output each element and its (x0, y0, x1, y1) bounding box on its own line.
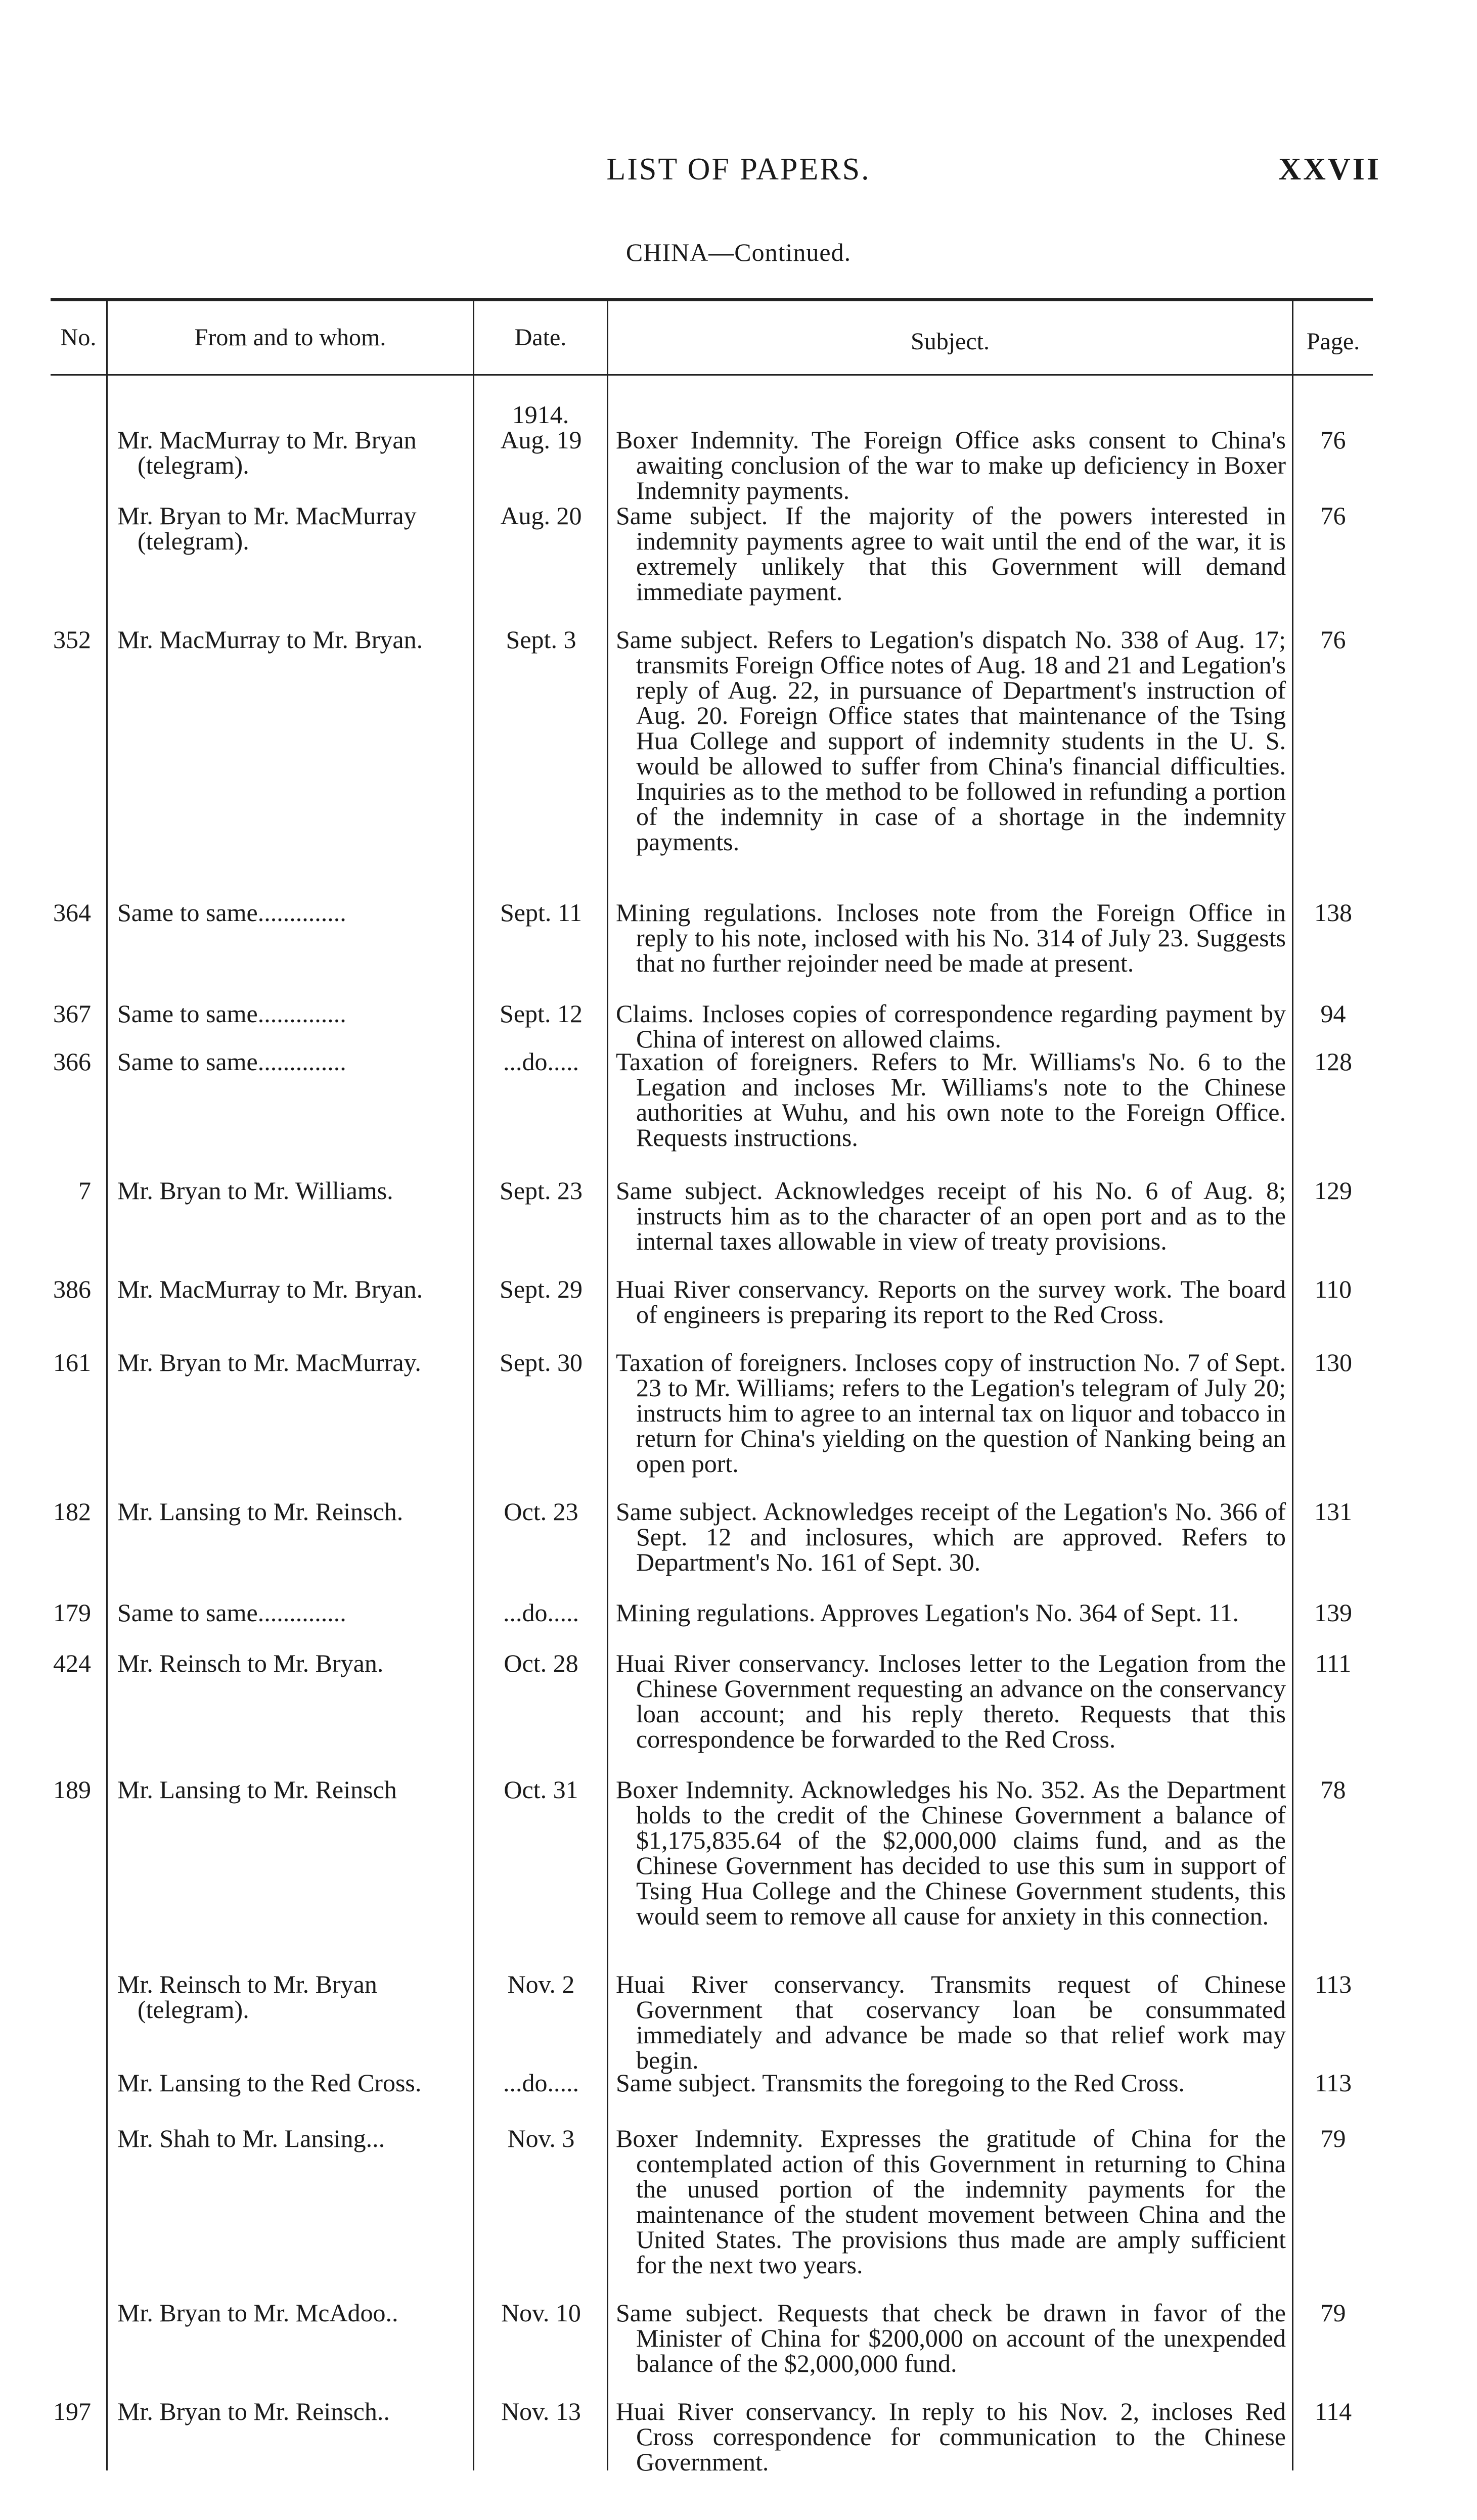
row-date: Oct. 23 (504, 1497, 578, 1526)
row-subject: Same subject. If the majority of the powers interested in indemnity payments agree to wait until the end of the war, it is extremely unlikely that this Government will demand immediate payment. (616, 501, 1286, 606)
row-subject: Boxer Indemnity. Expresses the gratitude of China for the contemplated action of this Government in returning to China the unused portion of the indemnity payments for the maintenance of the student movement between China and the United States. The provisions thus made are amply sufficient for the next two years. (616, 2124, 1286, 2279)
row-page: 110 (1314, 1275, 1352, 1303)
page-title: LIST OF PAPERS. (606, 152, 871, 187)
row-subject: Mining regulations. Approves Legation's No. 364 of Sept. 11. (616, 1598, 1239, 1627)
row-number: 7 (78, 1176, 91, 1205)
row-from: Mr. Reinsch to Mr. Bryan. (117, 1649, 384, 1677)
row-date: Nov. 10 (501, 2299, 581, 2327)
row-number: 364 (53, 898, 91, 927)
row-date: ...do..... (503, 2069, 579, 2097)
row-date: Nov. 3 (507, 2124, 575, 2152)
row-page: 138 (1314, 898, 1352, 927)
row-page: 114 (1314, 2397, 1352, 2425)
row-date: Sept. 11 (500, 898, 583, 927)
row-page: 111 (1315, 1649, 1352, 1677)
row-from: Mr. Bryan to Mr. Reinsch.. (117, 2397, 390, 2425)
row-subject: Same subject. Transmits the foregoing to the Red Cross. (616, 2069, 1185, 2097)
row-date: Sept. 29 (500, 1275, 583, 1303)
row-from: Mr. Bryan to Mr. MacMurray (telegram). (117, 501, 417, 555)
row-date: ...do..... (503, 1047, 579, 1076)
row-from: Mr. MacMurray to Mr. Bryan (telegram). (117, 426, 417, 479)
row-page: 79 (1320, 2299, 1346, 2327)
row-subject: Same subject. Acknowledges receipt of the Legation's No. 366 of Sept. 12 and inclosures, which are approved. Refers to Department's No. 161 of Sept. 30. (616, 1497, 1286, 1576)
row-subject: Same subject. Requests that check be drawn in favor of the Minister of China for $200,000 on account of the unexpended balance of the $2,000,000 fund. (616, 2299, 1286, 2377)
row-subject: Taxation of foreigners. Incloses copy of instruction No. 7 of Sept. 23 to Mr. Williams; refers to the Legation's telegram of July 20; instructs him to agree to an internal tax on liquor and tobacco in return for China's yielding on the question of Nanking being an open port. (616, 1348, 1286, 1478)
row-page: 130 (1314, 1348, 1352, 1377)
row-date: Sept. 3 (506, 625, 576, 654)
row-number: 352 (53, 625, 91, 654)
header-bottom-rule (51, 374, 1373, 376)
row-from: Same to same.............. (117, 1598, 346, 1627)
row-from: Mr. Lansing to Mr. Reinsch (117, 1775, 397, 1804)
row-number: 182 (53, 1497, 91, 1526)
row-from: Mr. Lansing to Mr. Reinsch. (117, 1497, 404, 1526)
row-from: Mr. Bryan to Mr. MacMurray. (117, 1348, 421, 1377)
row-from: Mr. Lansing to the Red Cross. (117, 2069, 422, 2097)
row-page: 76 (1320, 625, 1346, 654)
column-header-from: From and to whom. (194, 324, 386, 351)
row-subject: Mining regulations. Incloses note from the Foreign Office in reply to his note, inclosed with his No. 314 of July 23. Suggests that no further rejoinder need be made at present. (616, 898, 1286, 977)
row-from: Same to same.............. (117, 999, 346, 1028)
row-date: ...do..... (503, 1598, 579, 1627)
row-subject: Claims. Incloses copies of correspondence regarding payment by China of interest on allowed claims. (616, 999, 1286, 1053)
row-page: 78 (1320, 1775, 1346, 1804)
row-from: Mr. MacMurray to Mr. Bryan. (117, 625, 423, 654)
row-subject: Huai River conservancy. Incloses letter to the Legation from the Chinese Government requesting an advance on the conservancy loan account; and his reply thereto. Requests that this correspondence be forwarded to the Red Cross. (616, 1649, 1286, 1753)
row-page: 113 (1314, 2069, 1352, 2097)
row-number: 161 (53, 1348, 91, 1377)
row-subject: Huai River conservancy. Transmits request of Chinese Government that coservancy loan be consummated immediately and advance be made so that relief work may begin. (616, 1970, 1286, 2074)
row-from: Mr. Bryan to Mr. Williams. (117, 1176, 393, 1205)
section-subtitle: CHINA—Continued. (625, 238, 852, 266)
row-from: Mr. Bryan to Mr. McAdoo.. (117, 2299, 398, 2327)
row-number: 367 (53, 999, 91, 1028)
row-date: Aug. 19 (500, 426, 582, 454)
row-subject: Huai River conservancy. Reports on the survey work. The board of engineers is preparing its report to the Red Cross. (616, 1275, 1286, 1328)
column-divider-2 (473, 299, 474, 2470)
row-date: Sept. 12 (500, 999, 583, 1028)
row-date: Oct. 31 (504, 1775, 578, 1804)
row-from: Mr. Reinsch to Mr. Bryan (telegram). (117, 1970, 377, 2024)
row-date: Oct. 28 (504, 1649, 578, 1677)
row-from: Mr. Shah to Mr. Lansing... (117, 2124, 385, 2152)
row-page: 131 (1314, 1497, 1352, 1526)
row-page: 139 (1314, 1598, 1352, 1627)
row-page: 129 (1314, 1176, 1352, 1205)
row-number: 189 (53, 1775, 91, 1804)
row-date: Nov. 13 (501, 2397, 581, 2425)
page-number: XXVII (1278, 152, 1381, 187)
row-number: 386 (53, 1275, 91, 1303)
row-subject: Boxer Indemnity. Acknowledges his No. 352. As the Department holds to the credit of the Chinese Government a balance of $1,175,835.64 of the $2,000,000 claims fund, and as the Chinese Government has decided to use this sum in support of Tsing Hua College and the Chinese Government students, this would seem to remove all cause for anxiety in this connection. (616, 1775, 1286, 1930)
table-top-rule (51, 298, 1373, 301)
row-page: 79 (1320, 2124, 1346, 2152)
column-header-page: Page. (1306, 328, 1360, 355)
row-date: Aug. 20 (500, 501, 582, 530)
row-date: Nov. 2 (507, 1970, 575, 1998)
row-page: 76 (1320, 501, 1346, 530)
row-subject: Boxer Indemnity. The Foreign Office asks consent to China's awaiting conclusion of the war to make up deficiency in Boxer Indemnity payments. (616, 426, 1286, 505)
row-number: 179 (53, 1598, 91, 1627)
row-date: Sept. 30 (500, 1348, 583, 1377)
row-subject: Same subject. Acknowledges receipt of his No. 6 of Aug. 8; instructs him as to the character of an open port and as to the internal taxes allowable in view of treaty provisions. (616, 1176, 1286, 1255)
row-page: 94 (1320, 999, 1346, 1028)
row-page: 113 (1314, 1970, 1352, 1998)
year-label: 1914. (512, 400, 569, 429)
row-from: Same to same.............. (117, 1047, 346, 1076)
row-page: 128 (1314, 1047, 1352, 1076)
row-subject: Taxation of foreigners. Refers to Mr. Williams's No. 6 to the Legation and incloses Mr. Williams's note to the Chinese authorities at Wuhu, and his own note to the Foreign Office. Requests instructions. (616, 1047, 1286, 1152)
row-subject: Huai River conservancy. In reply to his Nov. 2, incloses Red Cross correspondence for communication to the Chinese Government. (616, 2397, 1286, 2476)
column-header-subject: Subject. (911, 328, 990, 355)
row-number: 424 (53, 1649, 91, 1677)
column-divider-1 (106, 299, 108, 2470)
column-header-date: Date. (514, 324, 567, 351)
row-date: Sept. 23 (500, 1176, 583, 1205)
row-from: Mr. MacMurray to Mr. Bryan. (117, 1275, 423, 1303)
row-page: 76 (1320, 426, 1346, 454)
column-divider-3 (607, 299, 608, 2470)
row-subject: Same subject. Refers to Legation's dispatch No. 338 of Aug. 17; transmits Foreign Office notes of Aug. 18 and 21 and Legation's reply of Aug. 22, in pursuance of Department's instruction of Aug. 20. Foreign Office states that maintenance of the Tsing Hua College and support of indemnity students in the U. S. would be allowed to suffer from China's financial difficulties. Inquiries as to the method to be followed in refunding a portion of the indemnity in case of a shortage in the indemnity payments. (616, 625, 1286, 856)
row-number: 197 (53, 2397, 91, 2425)
row-from: Same to same.............. (117, 898, 346, 927)
column-header-no: No. (60, 324, 97, 351)
row-number: 366 (53, 1047, 91, 1076)
